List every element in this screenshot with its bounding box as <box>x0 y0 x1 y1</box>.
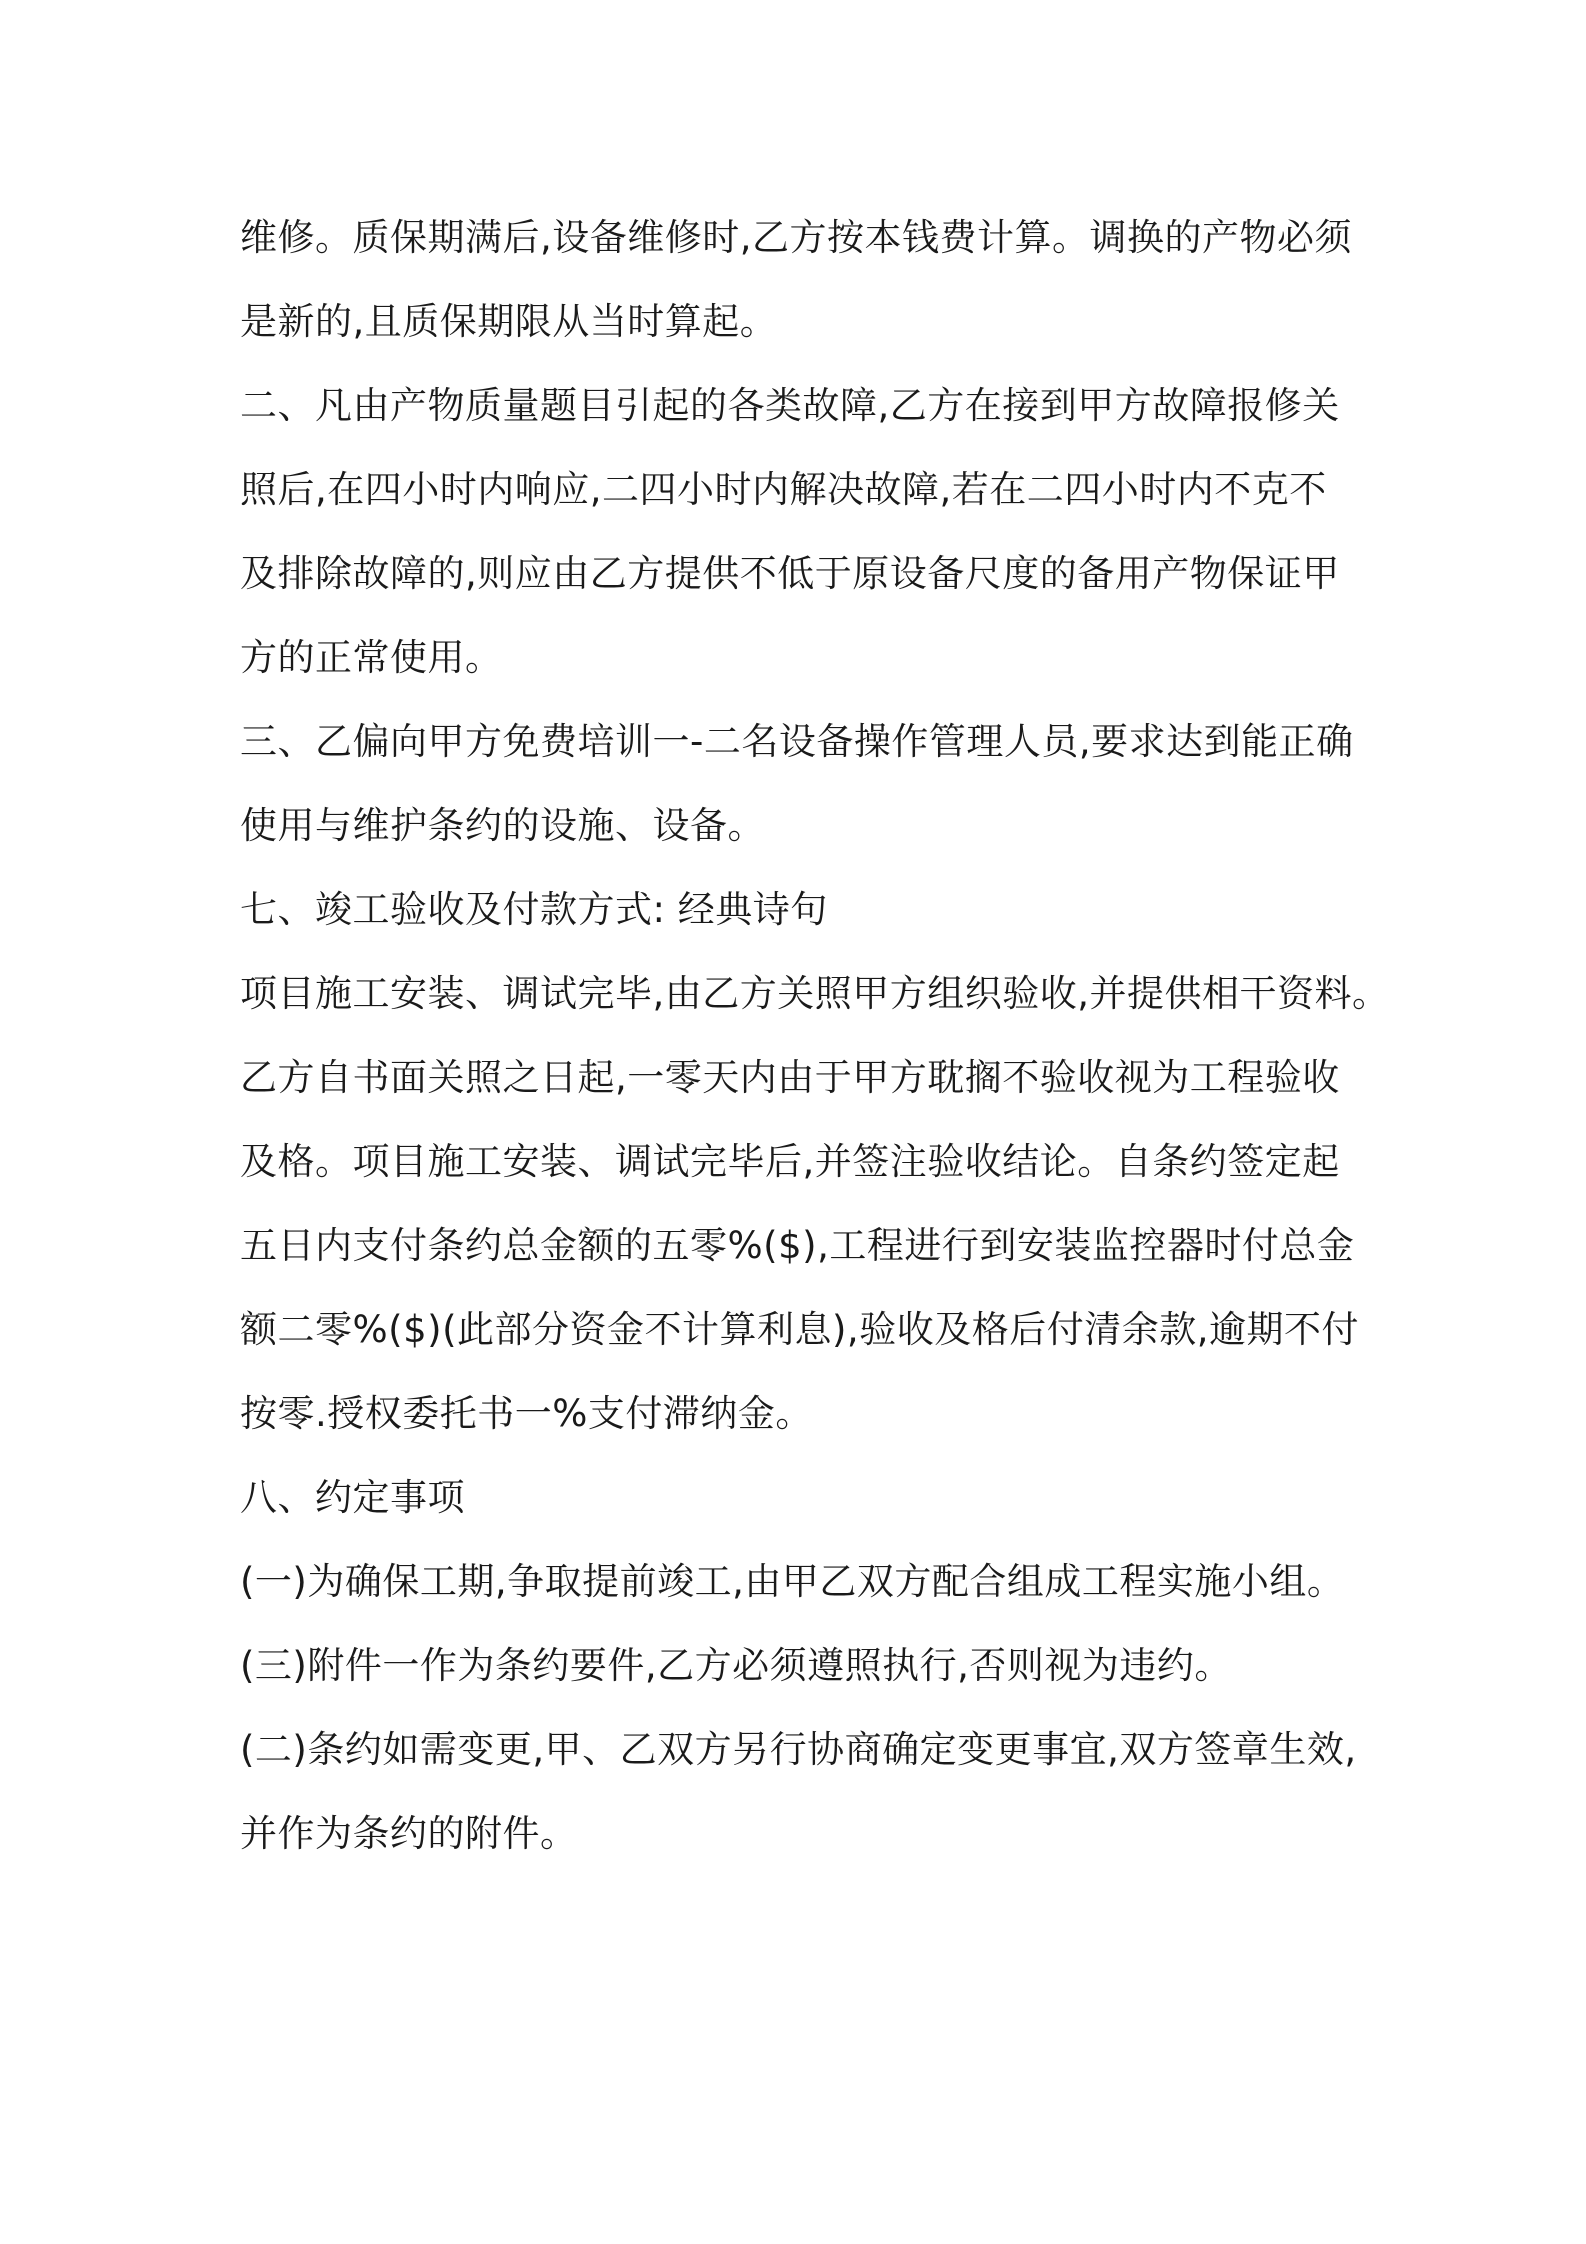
text-line: (二)条约如需变更,甲、乙双方另行协商确定变更事宜,双方签章生效, <box>240 1728 1357 1771</box>
text-line: 项目施工安装、调试完毕,由乙方关照甲方组织验收,并提供相干资料。 <box>240 972 1390 1015</box>
text-line: 及格。项目施工安装、调试完毕后,并签注验收结论。自条约签定起 <box>240 1140 1340 1183</box>
text-line: 并作为条约的附件。 <box>240 1812 578 1855</box>
text-line: 额二零%($)(此部分资金不计算利息),验收及格后付清余款,逾期不付 <box>240 1308 1359 1351</box>
section-heading: 八、约定事项 <box>240 1476 465 1519</box>
text-line: (一)为确保工期,争取提前竣工,由甲乙双方配合组成工程实施小组。 <box>240 1560 1345 1603</box>
text-line: 二、凡由产物质量题目引起的各类故障,乙方在接到甲方故障报修关 <box>240 384 1340 427</box>
text-line: 维修。质保期满后,设备维修时,乙方按本钱费计算。调换的产物必须 <box>240 216 1353 259</box>
text-line: 三、乙偏向甲方免费培训一-二名设备操作管理人员,要求达到能正确 <box>240 720 1354 763</box>
document-body <box>240 196 1390 1876</box>
text-line: 是新的,且质保期限从当时算起。 <box>240 300 778 343</box>
text-line: (三)附件一作为条约要件,乙方必须遵照执行,否则视为违约。 <box>240 1644 1232 1687</box>
text-line: 按零.授权委托书一%支付滞纳金。 <box>240 1392 813 1435</box>
text-line: 五日内支付条约总金额的五零%($),工程进行到安装监控器时付总金 <box>240 1224 1355 1267</box>
text-line: 照后,在四小时内响应,二四小时内解决故障,若在二四小时内不克不 <box>240 468 1327 511</box>
text-line: 及排除故障的,则应由乙方提供不低于原设备尺度的备用产物保证甲 <box>240 552 1340 595</box>
section-heading: 七、竣工验收及付款方式: 经典诗句 <box>240 888 828 931</box>
text-line: 乙方自书面关照之日起,一零天内由于甲方耽搁不验收视为工程验收 <box>240 1056 1340 1099</box>
text-line: 方的正常使用。 <box>240 636 503 679</box>
text-line: 使用与维护条约的设施、设备。 <box>240 804 765 847</box>
